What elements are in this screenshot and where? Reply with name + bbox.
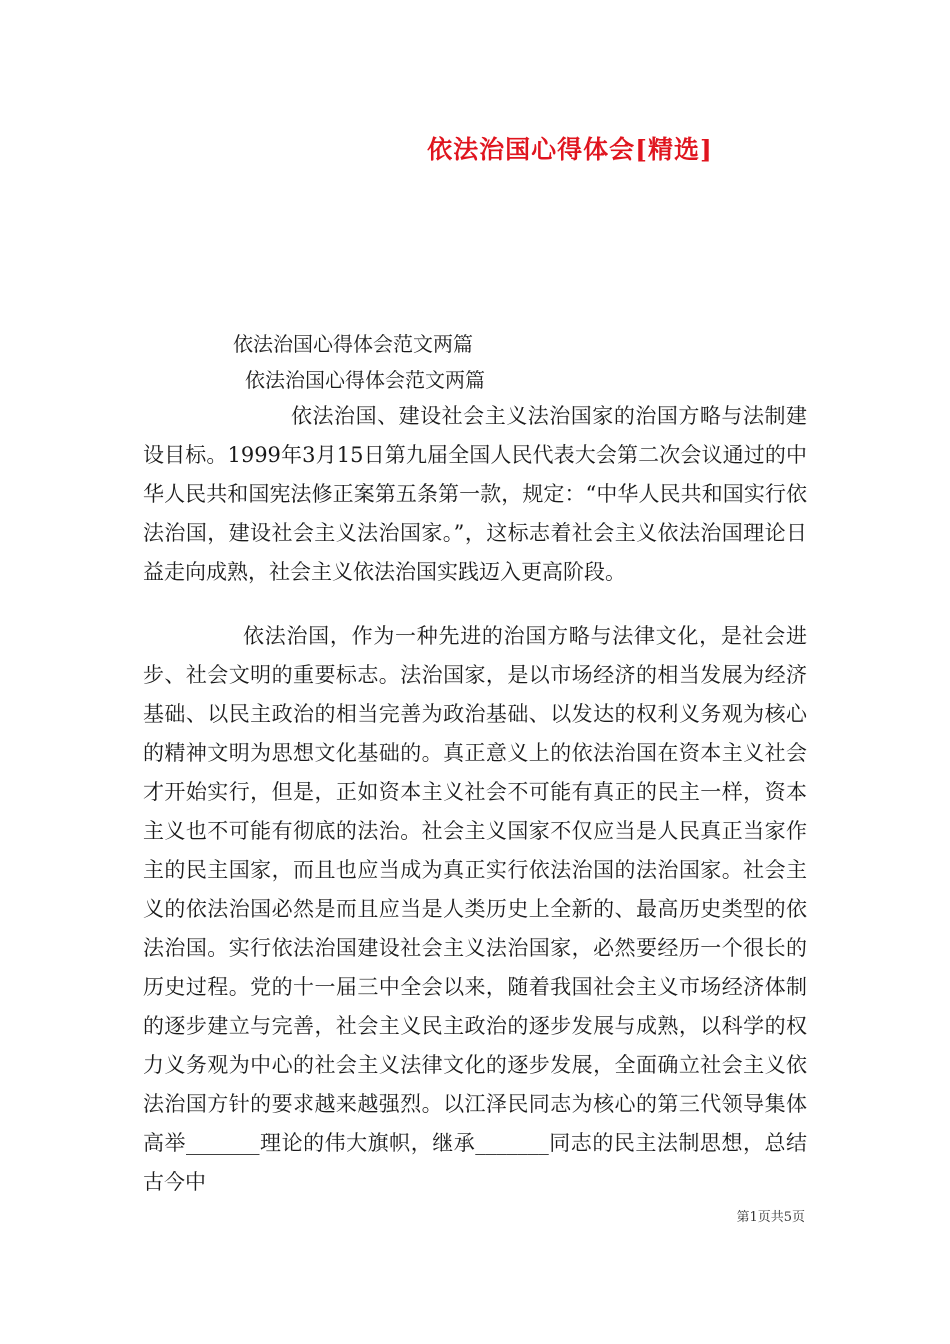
subheading-repeat: 依法治国心得体会范文两篇 [245,368,485,392]
body-paragraph-2: 依法治国，作为一种先进的治国方略与法律文化，是社会进步、社会文明的重要标志。法治国家，是以市场经济的相当发展为经济基础、以民主政治的相当完善为政治基础、以发达的权利义务观为核心的精神文明为思想文化基础的。真正意义上的依法治国在资本主义社会才开始实行，但是，正如资本主义社会不可能有真正的民主一样，资本主义也不可能有彻底的法治。社会主义国家不仅应当是人民真正当家作主的民主国家，而且也应当成为真正实行依法治国的法治国家。社会主义的依法治国必然是而且应当是人类历史上全新的、最高历史类型的依法治国。实行依法治国建设社会主义法治国家，必然要经历一个很长的历史过程。党的十一届三中全会以来，随着我国社会主义市场经济体制的逐步建立与完善，社会主义民主政治的逐步发展与成熟，以科学的权力义务观为中心的社会主义法律文化的逐步发展，全面确立社会主义依法治国方针的要求越来越强烈。以江泽民同志为核心的第三代领导集体高举_______理论的伟大旗帜，继承_______同志的民主法制思想，总结古今中 [143,624,807,1194]
body-paragraph-1: 依法治国、建设社会主义法治国家的治国方略与法制建设目标。1999年3月15日第九届全国人民代表大会第二次会议通过的中华人民共和国宪法修正案第五条第一款，规定：“中华人民共和国实行依法治国，建设社会主义法治国家。”，这标志着社会主义依法治国理论日益走向成熟，社会主义依法治国实践迈入更高阶段。 [143,404,807,584]
page-number: 第1页共5页 [736,1210,805,1225]
document-title: 依法治国心得体会[精选] [427,135,713,164]
subheading: 依法治国心得体会范文两篇 [233,332,473,356]
